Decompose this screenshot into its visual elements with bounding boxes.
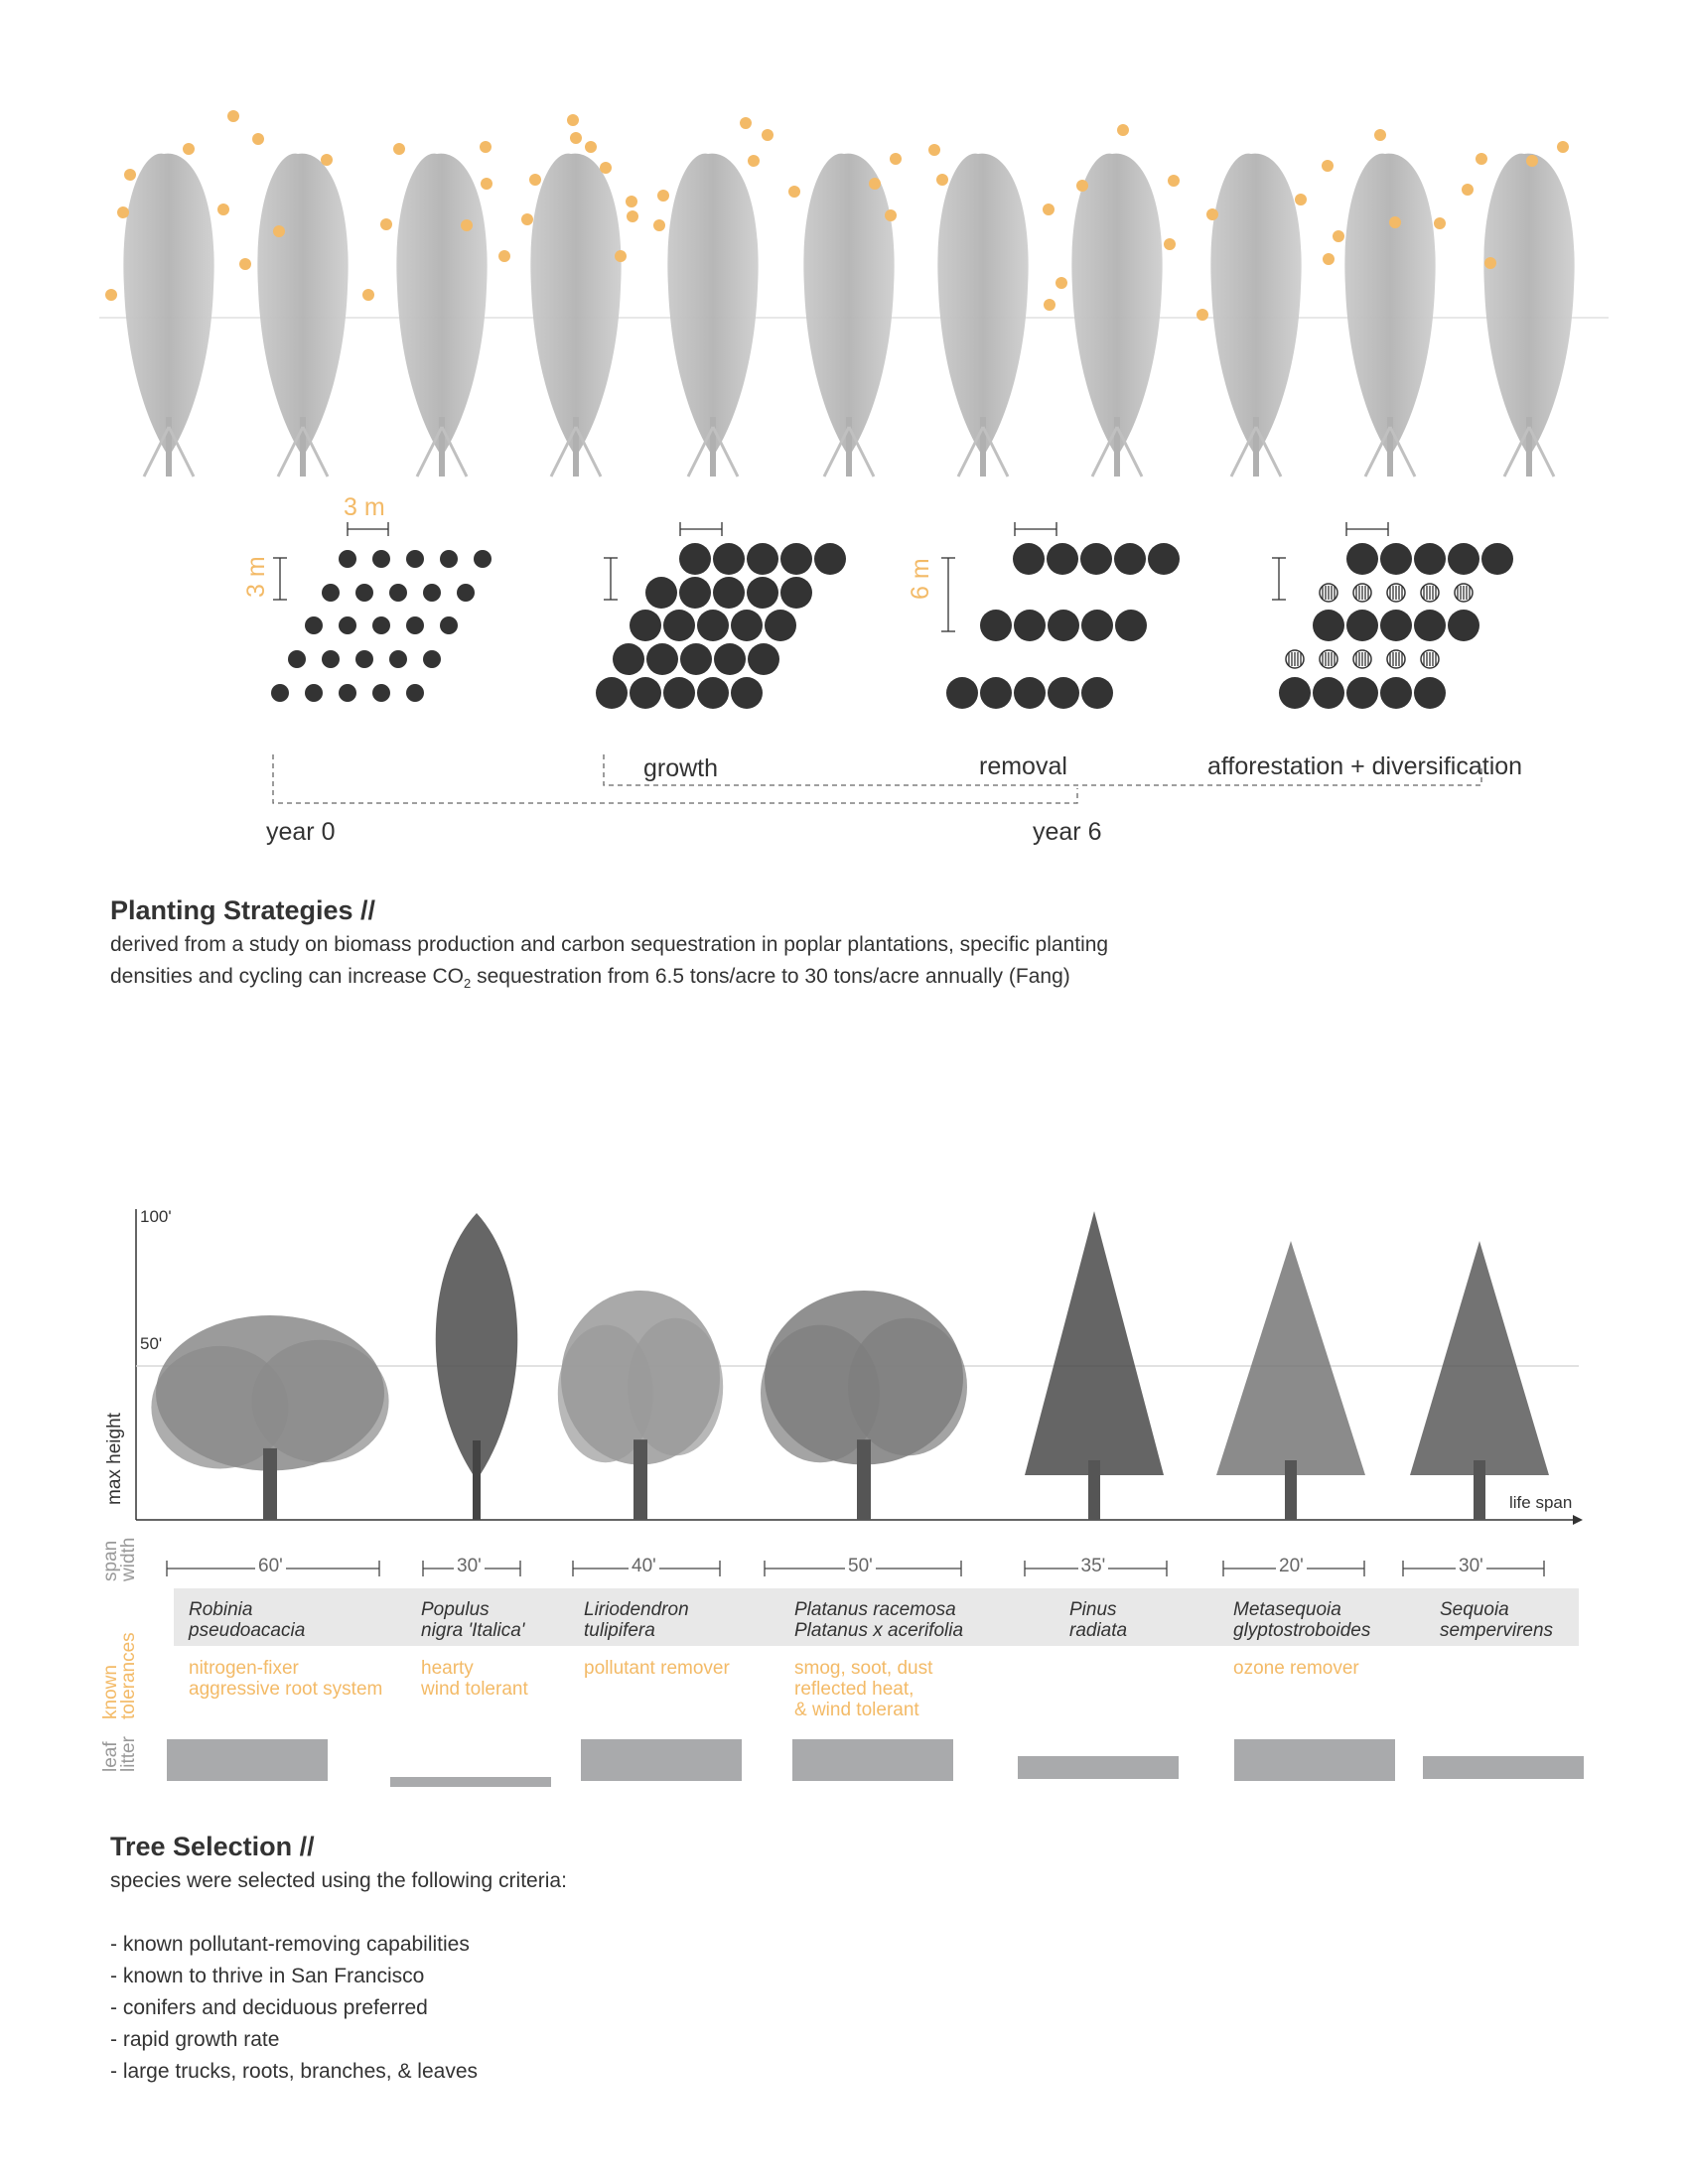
desc-part-b: sequestration from 6.5 tons/acre to 30 tons/acre annually (Fang): [471, 965, 1070, 988]
row-label-span-width: span width: [100, 1537, 139, 1581]
criteria-item: - known to thrive in San Francisco: [110, 1965, 425, 1987]
co2-subscript: 2: [464, 976, 472, 992]
species-illustration-icon: [558, 1291, 723, 1520]
leaf-litter-bar: [390, 1777, 551, 1787]
timeline-start-label: year 0: [266, 818, 336, 846]
species-name: Populus nigra 'Italica': [421, 1599, 525, 1641]
leaf-litter-bar: [1423, 1756, 1584, 1779]
leaf-litter-bar: [167, 1739, 328, 1781]
span-width-value: 60': [255, 1556, 286, 1577]
planting-description-line1: derived from a study on biomass production and carbon sequestration in poplar plantations, specific planting: [110, 933, 1109, 956]
tolerance-text: nitrogen-fixer aggressive root system: [189, 1658, 383, 1700]
spacing-vertical-label: 3 m: [242, 556, 270, 598]
span-width-value: 30': [1456, 1556, 1486, 1577]
species-illustration-icon: [1410, 1241, 1549, 1520]
species-name: Metasequoia glyptostroboides: [1233, 1599, 1371, 1641]
stage-afforestation-label: afforestation + diversification: [1207, 752, 1523, 780]
stage-removal-label: removal: [979, 752, 1067, 780]
criteria-item: - large trucks, roots, branches, & leaves: [110, 2060, 478, 2083]
species-illustration-icon: [1216, 1241, 1365, 1520]
span-width-value: 35': [1078, 1556, 1109, 1577]
species-name: Pinus radiata: [1069, 1599, 1128, 1641]
span-width-value: 40': [629, 1556, 659, 1577]
timeline-end-label: year 6: [1033, 818, 1102, 846]
species-name: Platanus racemosa Platanus x acerifolia: [794, 1599, 964, 1641]
leaf-litter-bar: [1234, 1739, 1395, 1781]
tolerance-text: pollutant remover: [584, 1658, 730, 1679]
leaf-litter-bar: [792, 1739, 953, 1781]
leaf-litter-bar: [1018, 1756, 1179, 1779]
species-illustration-icon: [761, 1291, 967, 1520]
tolerance-text: smog, soot, dust reflected heat, & wind tolerant: [794, 1658, 933, 1720]
criteria-item: - rapid growth rate: [110, 2028, 280, 2051]
selection-intro: species were selected using the following criteria:: [110, 1869, 567, 1892]
planting-heading: Planting Strategies //: [110, 895, 376, 925]
spacing-removed-label: 6 m: [907, 558, 934, 600]
x-axis-arrow: [1573, 1515, 1583, 1525]
criteria-item: - conifers and deciduous preferred: [110, 1996, 428, 2019]
tolerance-text: hearty wind tolerant: [421, 1658, 528, 1700]
tick-50: 50': [140, 1334, 163, 1353]
species-illustration-icon: [436, 1213, 518, 1520]
species-name: Sequoia sempervirens: [1440, 1599, 1554, 1641]
leaf-litter-bar: [581, 1739, 742, 1781]
desc-part-a: densities and cycling can increase CO: [110, 965, 465, 988]
row-label-leaf-litter: leaf litter: [100, 1736, 139, 1772]
row-label-known-tolerances: known tolerances: [100, 1632, 139, 1719]
criteria-item: - known pollutant-removing capabilities: [110, 1933, 470, 1956]
spacing-horizontal-label: 3 m: [344, 493, 385, 521]
species-name: Liriodendron tulipifera: [584, 1599, 689, 1641]
selection-heading: Tree Selection //: [110, 1832, 315, 1861]
species-name: Robinia pseudoacacia: [189, 1599, 306, 1641]
tolerance-text: ozone remover: [1233, 1658, 1359, 1679]
stage-growth-label: growth: [643, 754, 719, 782]
x-axis-label: life span: [1509, 1493, 1573, 1512]
tick-100: 100': [140, 1207, 172, 1226]
species-illustration-icon: [151, 1315, 388, 1520]
selection-criteria-list: [110, 1929, 478, 2088]
y-axis-label: max height: [104, 1413, 125, 1505]
span-width-value: 20': [1276, 1556, 1307, 1577]
span-width-value: 30': [454, 1556, 485, 1577]
span-width-value: 50': [845, 1556, 876, 1577]
